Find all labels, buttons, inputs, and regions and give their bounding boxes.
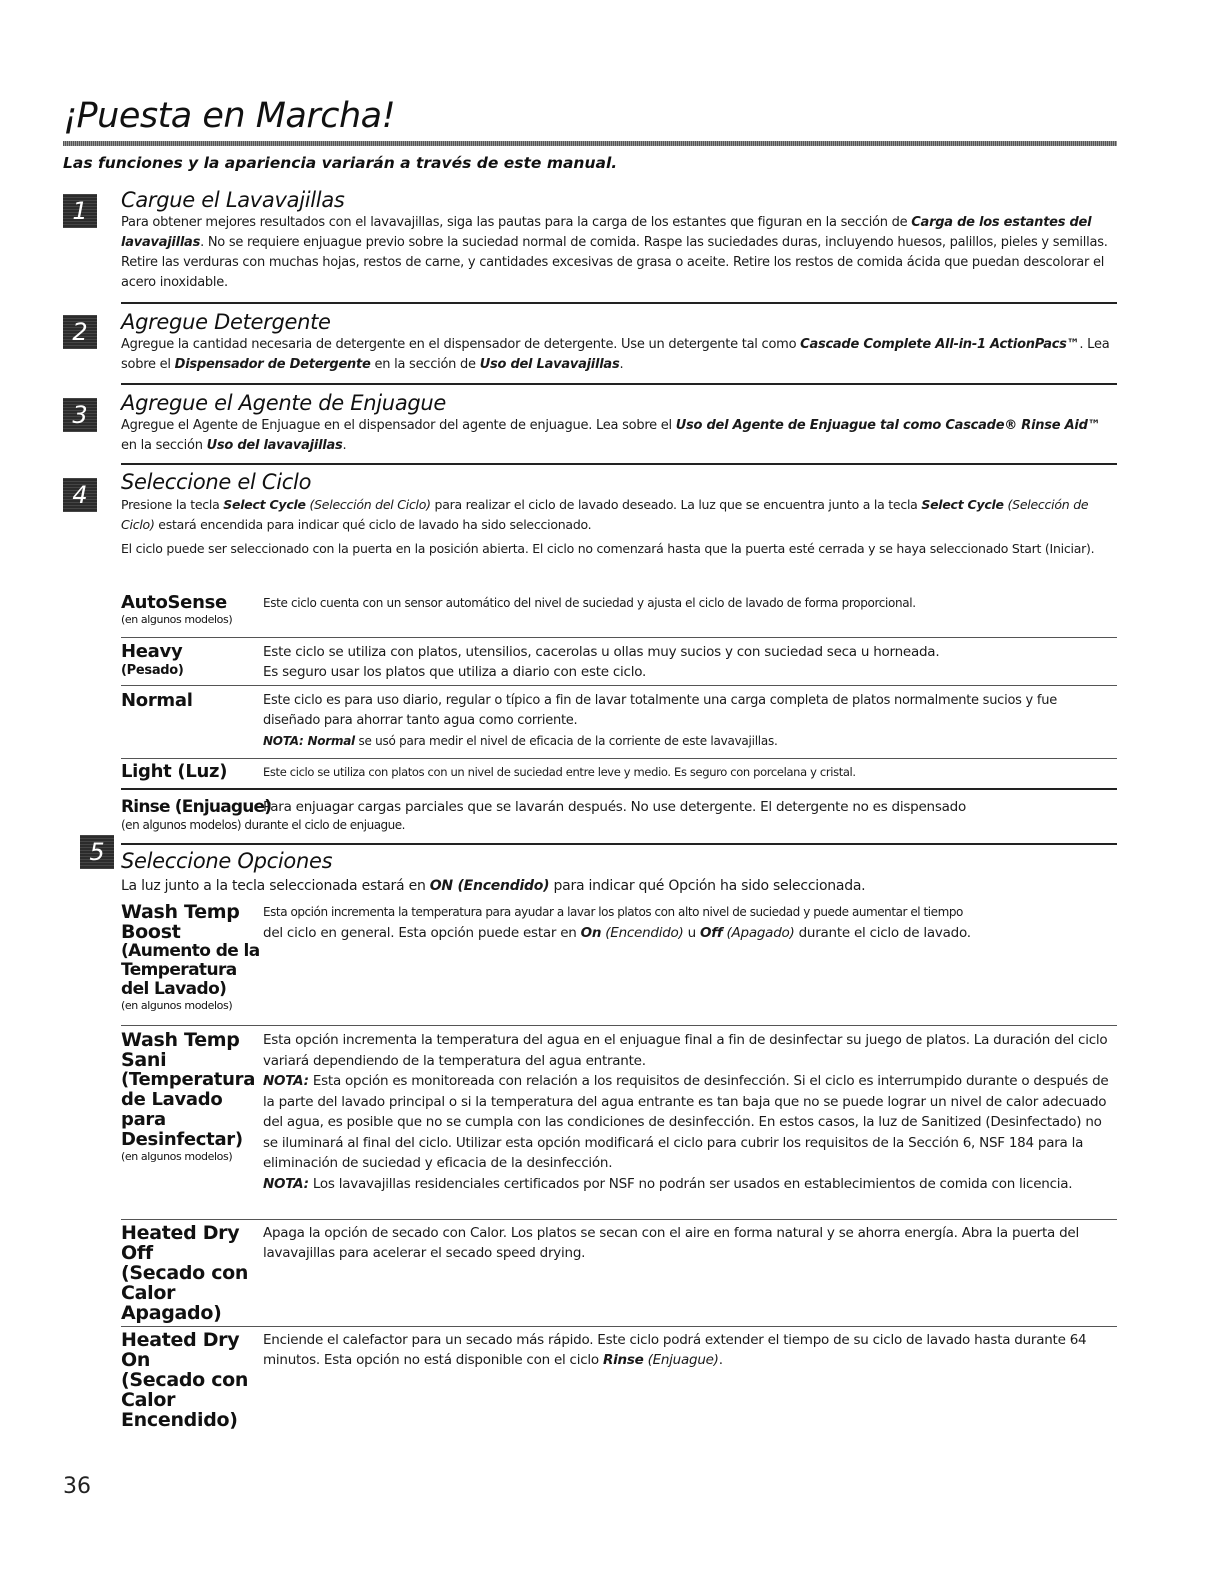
option-name: Heated Dry Off (Secado con Calor Apagado) xyxy=(121,1222,249,1324)
step-1-section xyxy=(121,188,1117,293)
step-3-divider xyxy=(121,463,1117,465)
step-1-title: Cargue el Lavavajillas xyxy=(121,188,345,212)
step-2-number-badge: 2 xyxy=(63,315,97,349)
cycle-note: (en algunos modelos) durante el ciclo de enjuague. xyxy=(121,818,405,832)
step-4-section xyxy=(121,470,1117,559)
cycle-divider xyxy=(121,758,1117,759)
option-divider xyxy=(121,1025,1117,1026)
option-name: Wash Temp Sani (Temperatura de Lavado para Desinfectar) (en algunos modelos) xyxy=(121,1029,256,1163)
page-title: ¡Puesta en Marcha! xyxy=(63,96,396,136)
cycle-divider xyxy=(121,685,1117,686)
option-description: Esta opción incrementa la temperatura para ayudar a lavar los platos con alto nivel de suciedad y puede aumentar el tiempo del ciclo en general. Esta opción puede estar en On (Encendido) u Off (Apagado) durante el ciclo de lavado. xyxy=(263,905,971,941)
step-4-divider xyxy=(121,843,1117,845)
page-number: 36 xyxy=(63,1474,91,1499)
step-4-title: Seleccione el Ciclo xyxy=(121,470,312,494)
option-divider xyxy=(121,1219,1117,1220)
option-description: Apaga la opción de secado con Calor. Los platos se secan con el aire en forma natural y se ahorra energía. Abra la puerta del lavavajillas para acelerar el secado speed drying. xyxy=(263,1225,1079,1261)
step-2-text: Agregue la cantidad necesaria de detergente en el dispensador de detergente. Use un detergente tal como Cascade Complete All-in-1 ActionPacs™. Lea sobre el Dispensador de Detergente en la sección de Uso del Lavavajillas. xyxy=(121,337,1110,372)
step-5-section xyxy=(121,849,1117,896)
cycle-name: Rinse (Enjuague) xyxy=(121,797,272,817)
cycle-name: Light (Luz) xyxy=(121,761,228,782)
cycle-description: Este ciclo se utiliza con platos con un nivel de suciedad entre leve y medio. Es seguro con porcelana y cristal. xyxy=(263,765,856,779)
step-2-title: Agregue Detergente xyxy=(121,310,331,334)
cycle-name: Heavy (Pesado) xyxy=(121,641,184,678)
page-subtitle: Las funciones y la apariencia variarán a través de este manual. xyxy=(63,154,618,172)
step-3-number-badge: 3 xyxy=(63,398,97,432)
step-5-title: Seleccione Opciones xyxy=(121,849,333,873)
option-name: Wash Temp Boost (Aumento de la Temperatura del Lavado) (en algunos modelos) xyxy=(121,901,260,1012)
step-2-divider xyxy=(121,383,1117,385)
step-3-title: Agregue el Agente de Enjuague xyxy=(121,391,447,415)
cycle-divider xyxy=(121,637,1117,638)
cycle-description: Este ciclo se utiliza con platos, utensilios, cacerolas u ollas muy sucios y con suciedad seca u horneada. Es seguro usar los platos que utiliza a diario con este ciclo. xyxy=(263,644,940,680)
cycle-description: Este ciclo es para uso diario, regular o típico a fin de lavar totalmente una carga completa de platos normalmente sucios y fue diseñado para ahorrar tanto agua como corriente. NOTA: Normal se usó para medir el nivel de eficacia de la corriente de este lavavajillas. xyxy=(263,693,1057,748)
step-4-text-2: El ciclo puede ser seleccionado con la puerta en la posición abierta. El ciclo no comenzará hasta que la puerta esté cerrada y se haya seleccionado Start (Iniciar). xyxy=(121,541,1095,556)
step-3-text: Agregue el Agente de Enjuague en el dispensador del agente de enjuague. Lea sobre el Uso del Agente de Enjuague tal como Cascade® Rinse Aid™ en la sección Uso del lavavajillas. xyxy=(121,418,1101,453)
option-name: Heated Dry On (Secado con Calor Encendido) xyxy=(121,1329,249,1431)
cycle-description: Este ciclo cuenta con un sensor automático del nivel de suciedad y ajusta el ciclo de lavado de forma proporcional. xyxy=(263,596,916,610)
cycle-divider xyxy=(121,788,1117,790)
cycle-description: Para enjuagar cargas parciales que se lavarán después. No use detergente. El detergente no es dispensado xyxy=(263,799,966,815)
cycle-name: Normal xyxy=(121,690,193,711)
step-5-number-badge: 5 xyxy=(80,835,114,869)
step-4-number-badge: 4 xyxy=(63,478,97,512)
option-divider xyxy=(121,1326,1117,1327)
cycle-name: AutoSense (en algunos modelos) xyxy=(121,592,233,626)
option-description: Esta opción incrementa la temperatura del agua en el enjuague final a fin de desinfectar su juego de platos. La duración del ciclo variará dependiendo de la temperatura del agua entrante. NOTA: Esta opción es monitoreada con relación a los requisitos de desinfección. Si el ciclo es interrumpido durante o después de la parte del lavado principal o si la temperatura del agua entrante es tan baja que no se puede lograr un nivel de calor adecuado del agua, es posible que no se cumpla con las condiciones de desinfección. En estos casos, la luz de Sanitized (Desinfectado) no se iluminará al final del ciclo. Utilizar esta opción modificará el ciclo para cubrir los requisitos de la Sección 6, NSF 184 para la eliminación de suciedad y eficacia de la desinfección. NOTA: Los lavavajillas residenciales certificados por NSF no podrán ser usados en establecimientos de comida con licencia. xyxy=(263,1032,1109,1192)
step-1-text: Para obtener mejores resultados con el lavavajillas, siga las pautas para la carga de los estantes que figuran en la sección de Carga de los estantes del lavavajillas. No se requiere enjuague previo sobre la suciedad normal de comida. Raspe las suciedades duras, incluyendo huesos, palillos, pieles y semillas. Retire las verduras con muchas hojas, restos de carne, y cantidades excesivas de grasa o aceite. Retire los restos de comida ácida que puedan descolorar el acero inoxidable. xyxy=(121,215,1108,290)
step-1-divider xyxy=(121,302,1117,304)
step-1-number-badge: 1 xyxy=(63,194,97,228)
title-rule xyxy=(63,141,1117,146)
step-4-text-1: Presione la tecla Select Cycle (Selección del Ciclo) para realizar el ciclo de lavado deseado. La luz que se encuentra junto a la tecla Select Cycle (Selección de Ciclo) estará encendida para indicar qué ciclo de lavado ha sido seleccionado. xyxy=(121,497,1089,532)
step-5-text: La luz junto a la tecla seleccionada estará en ON (Encendido) para indicar qué Opción ha sido seleccionada. xyxy=(121,878,866,894)
step-3-section xyxy=(121,391,1117,456)
step-2-section xyxy=(121,310,1117,375)
option-description: Enciende el calefactor para un secado más rápido. Este ciclo podrá extender el tiempo de su ciclo de lavado hasta durante 64 minutos. Esta opción no está disponible con el ciclo Rinse (Enjuague). xyxy=(263,1332,1087,1368)
